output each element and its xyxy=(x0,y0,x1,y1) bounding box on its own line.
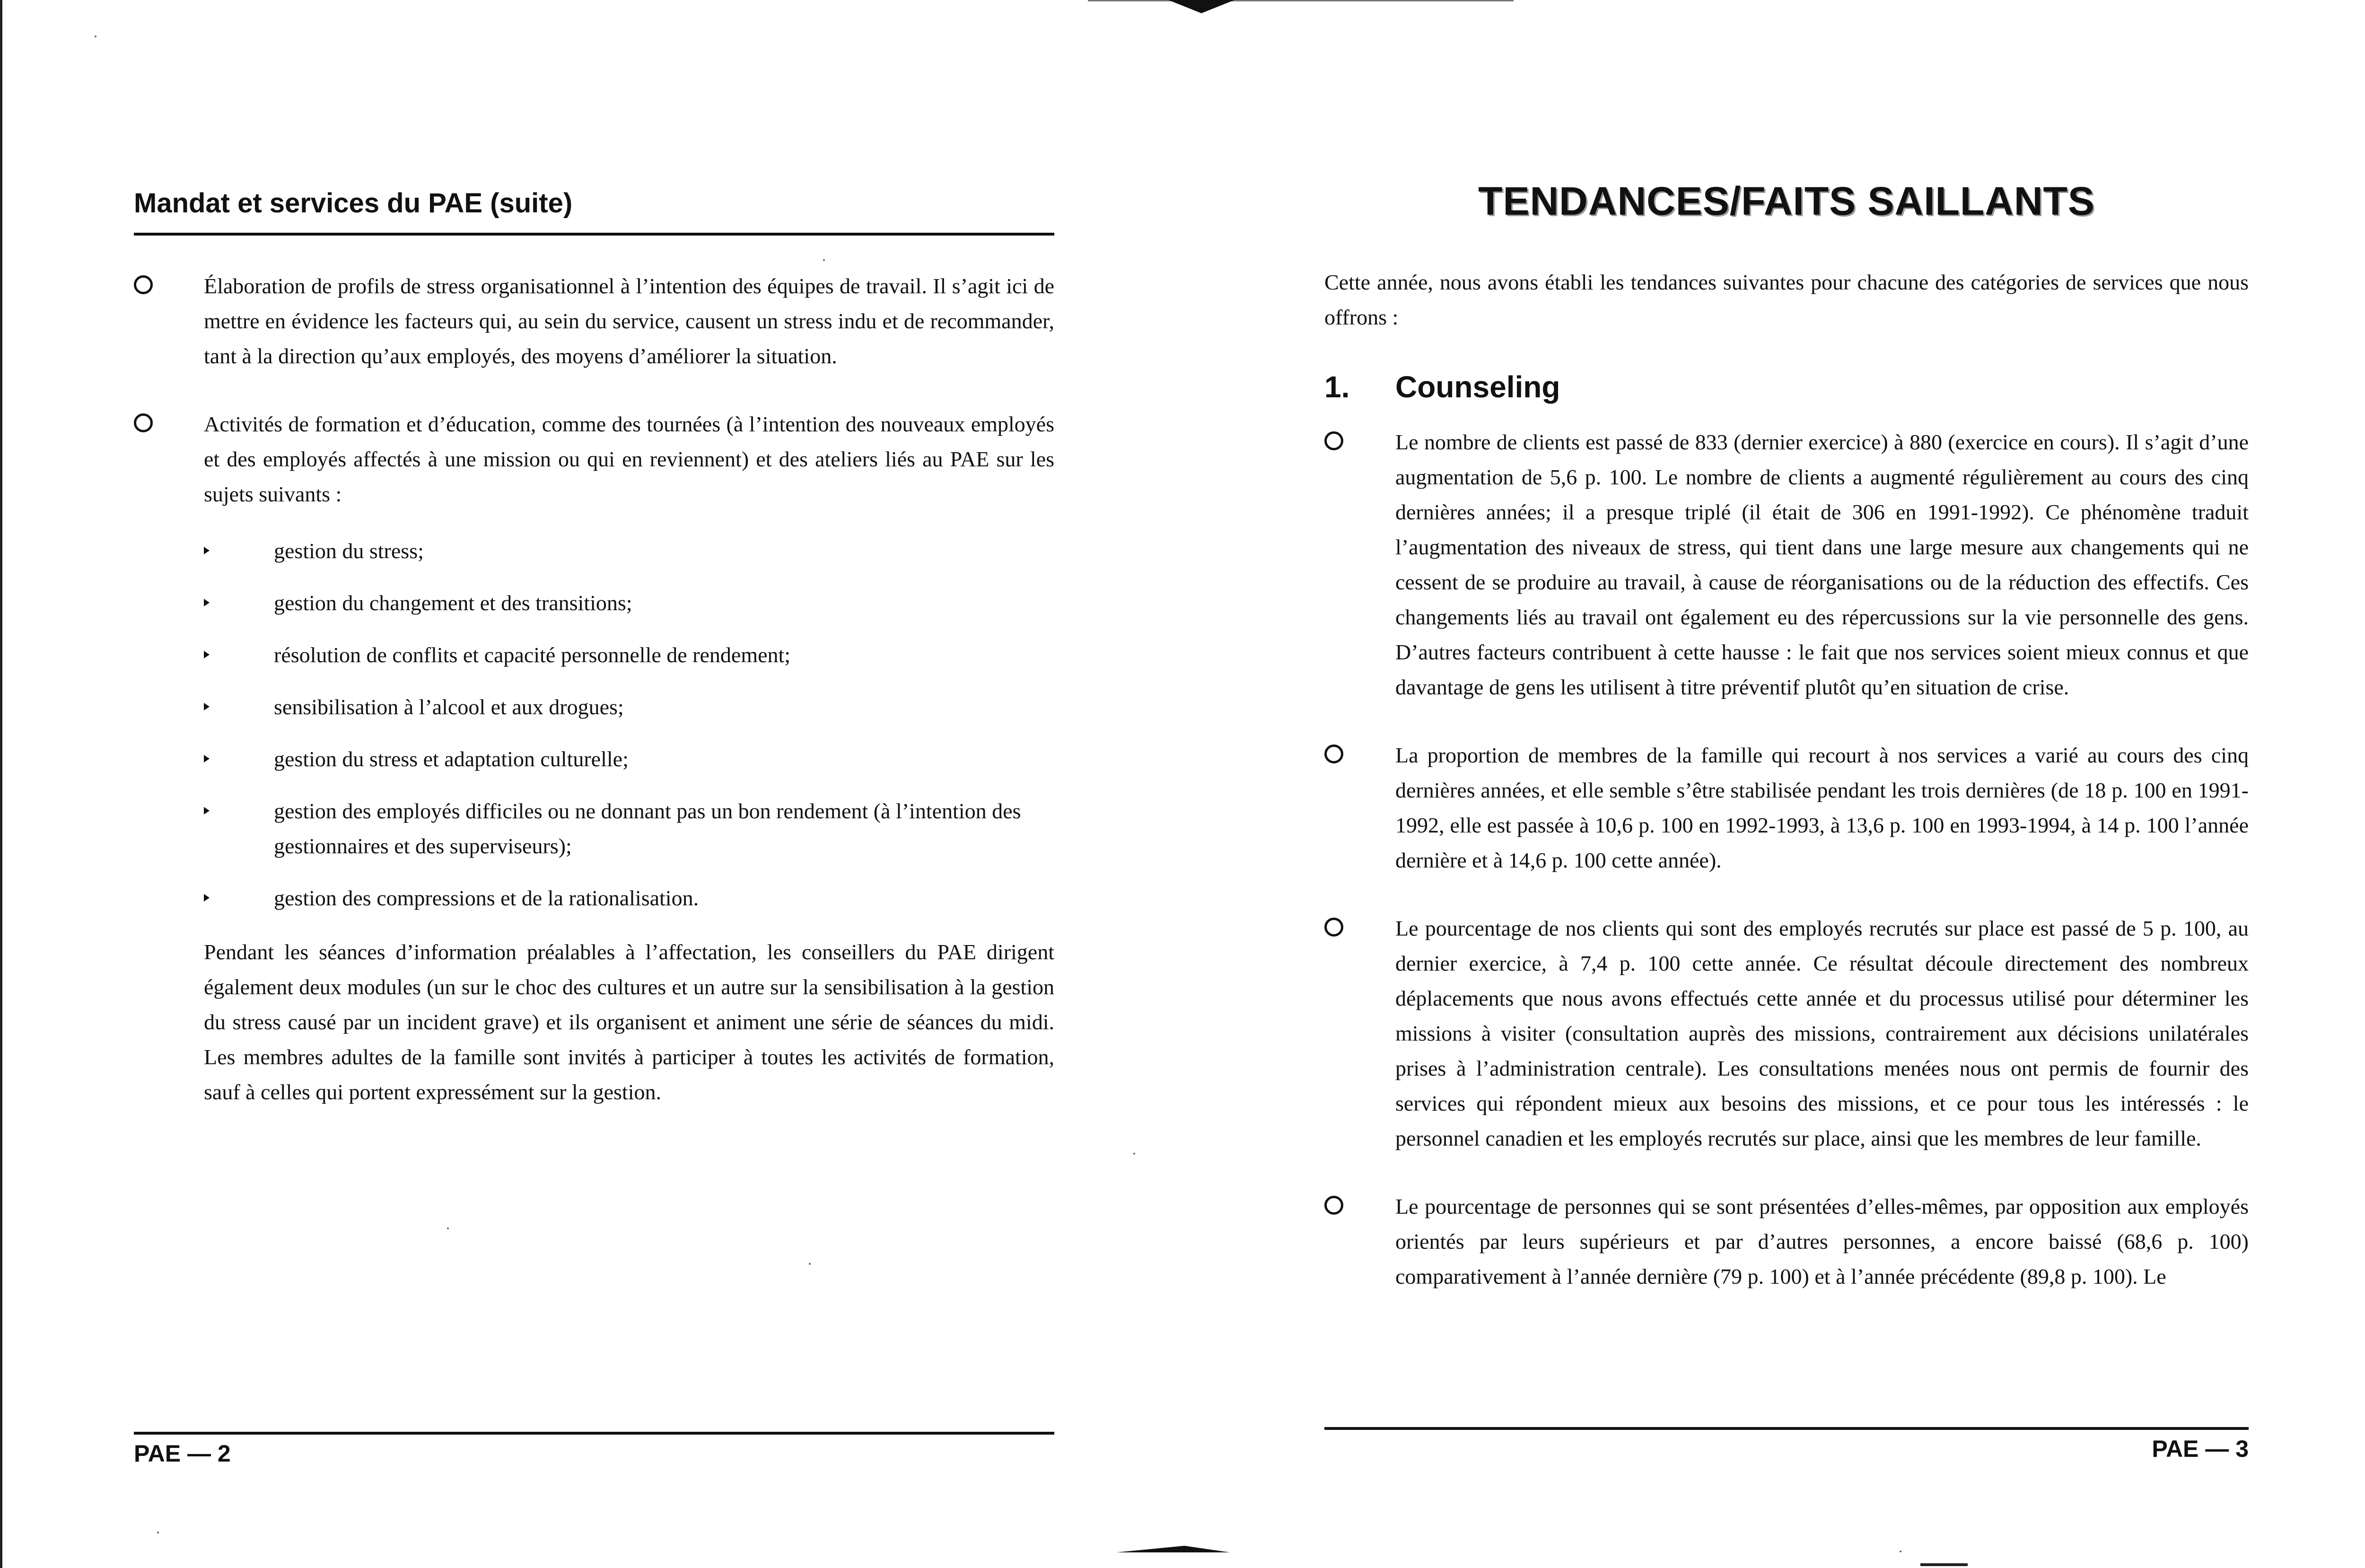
topic-item: gestion des employés difficiles ou ne donnant pas un bon rendement (à l’intention des gestionnaires et des superviseurs); xyxy=(204,794,1054,864)
section-heading xyxy=(1324,363,2249,411)
list-item xyxy=(1324,738,2249,878)
list-item-text: Le nombre de clients est passé de 833 (dernier exercice) à 880 (exercice en cours). Il s’agit d’une augmentation de 5,6 p. 100. Le nombre de clients a augmenté régulièrement au cours des cinq dernières années; il a presque triplé (il était de 306 en 1991-1992). Ce phénomène traduit l’augmentation des niveaux de stress, qui tient dans une large mesure aux changements qui ne cessent de se produire au travail, à cause de réorganisations ou de la réduction des effectifs. Ces changements liés au travail ont également eu des répercussions sur la vie personnelle des gens. D’autres facteurs contribuent à cette hausse : le fait que nos services soient mieux connus et que davantage de gens les utilisent à titre préventif plutôt qu’en situation de crise. xyxy=(1395,430,2249,699)
page-number: PAE — 2 xyxy=(134,1440,231,1467)
circle-bullet-icon xyxy=(1324,918,1343,937)
topic-item: gestion du changement et des transitions; xyxy=(204,586,1054,621)
topic-item: gestion des compressions et de la rationalisation. xyxy=(204,881,1054,916)
circle-bullet-icon xyxy=(134,275,153,294)
scan-speck xyxy=(157,1532,159,1533)
list-item xyxy=(134,407,1054,916)
scan-speck xyxy=(809,1263,811,1265)
list-item-text: Activités de formation et d’éducation, comme des tournées (à l’intention des nouveaux employés et des employés affectés à une mission ou qui en reviennent) et des ateliers liés au PAE sur les sujets suivants : xyxy=(204,412,1054,506)
topic-item: résolution de conflits et capacité personnelle de rendement; xyxy=(204,638,1054,673)
scan-speck xyxy=(823,259,825,261)
list-item xyxy=(1324,1189,2249,1294)
section-title: Counseling xyxy=(1395,370,1560,404)
triangle-bullet-icon xyxy=(204,547,210,554)
binding-top-line xyxy=(1088,0,1514,1)
triangle-bullet-icon xyxy=(204,807,210,815)
scan-speck xyxy=(1133,1153,1135,1155)
right-footer xyxy=(1324,1427,2249,1468)
triangle-bullet-icon xyxy=(204,651,210,658)
list-item xyxy=(134,269,1054,374)
topic-list xyxy=(204,534,1054,916)
list-item xyxy=(1324,425,2249,705)
closing-paragraph: Pendant les séances d’information préalables à l’affectation, les conseillers du PAE dirigent également deux modules (un sur le choc des cultures et un autre sur la sensibilisation à la gestion du stress causé par un incident grave) et ils organisent et animent une série de séances du midi. Les membres adultes de la famille sont invités à participer à toutes les activités de formation, sauf à celles qui portent expressément sur la gestion. xyxy=(204,940,1054,1104)
list-item-text: Le pourcentage de personnes qui se sont présentées d’elles-mêmes, par opposition aux employés orientés par leurs supérieurs et par d’autres personnes, a encore baissé (68,6 p. 100) comparativement à l’année dernière (79 p. 100) et à l’année précédente (89,8 p. 100). Le xyxy=(1395,1194,2249,1288)
triangle-bullet-icon xyxy=(204,599,210,606)
topic-item: gestion du stress; xyxy=(204,534,1054,569)
left-footer xyxy=(134,1432,1054,1472)
topic-item: sensibilisation à l’alcool et aux drogues; xyxy=(204,690,1054,725)
section-number: 1. xyxy=(1324,370,1350,404)
scan-speck xyxy=(447,1227,449,1229)
topic-item: gestion du stress et adaptation culturelle; xyxy=(204,742,1054,777)
circle-bullet-icon xyxy=(134,413,153,432)
intro-paragraph: Cette année, nous avons établi les tendances suivantes pour chacune des catégories de services que nous offrons : xyxy=(1324,270,2249,329)
page-title: TENDANCES/FAITS SAILLANTS xyxy=(1478,179,2095,223)
title-rule xyxy=(134,233,1054,236)
triangle-bullet-icon xyxy=(204,755,210,762)
scan-speck xyxy=(95,35,96,37)
scan-artifact-bar xyxy=(1920,1563,1968,1566)
left-page xyxy=(134,180,1054,1110)
list-item xyxy=(1324,911,2249,1156)
scan-speck xyxy=(1900,1550,1901,1552)
page-number: PAE — 3 xyxy=(2152,1436,2249,1462)
list-item-text: La proportion de membres de la famille qui recourt à nos services a varié au cours des cinq dernières années, et elle semble s’être stabilisée pendant les trois dernières (de 18 p. 100 en 1991-1992, elle est passée à 10,6 p. 100 en 1992-1993, à 13,6 p. 100 en 1993-1994, à 14 p. 100 l’année dernière et à 14,6 p. 100 cette année). xyxy=(1395,743,2249,872)
circle-bullet-icon xyxy=(1324,1196,1343,1215)
circle-bullet-icon xyxy=(1324,745,1343,763)
binding-top-mark xyxy=(1168,0,1235,13)
circle-bullet-icon xyxy=(1324,431,1343,450)
list-item-text: Le pourcentage de nos clients qui sont des employés recrutés sur place est passé de 5 p. 100, au dernier exercice, à 7,4 p. 100 cette année. Ce résultat découle directement des nombreux déplacements que nous avons effectués cette année et du processus utilisé pour déterminer les missions à visiter (consultation auprès des missions, contrairement aux décisions unilatérales prises à l’administration centrale). Les consultations menées nous ont permis de fournir des services qui répondent mieux aux besoins des missions, et ce pour tous les intéressés : le personnel canadien et les employés recrutés sur place, ainsi que les membres de leur famille. xyxy=(1395,916,2249,1150)
triangle-bullet-icon xyxy=(204,894,210,902)
list-item-text: Élaboration de profils de stress organisationnel à l’intention des équipes de travail. Il s’agit ici de mettre en évidence les facteurs qui, au sein du service, causent un stress indu et de recommander, tant à la direction qu’aux employés, des moyens d’améliorer la situation. xyxy=(204,274,1054,368)
triangle-bullet-icon xyxy=(204,703,210,710)
left-page-title: Mandat et services du PAE (suite) xyxy=(134,188,573,219)
right-page xyxy=(1324,170,2249,1294)
